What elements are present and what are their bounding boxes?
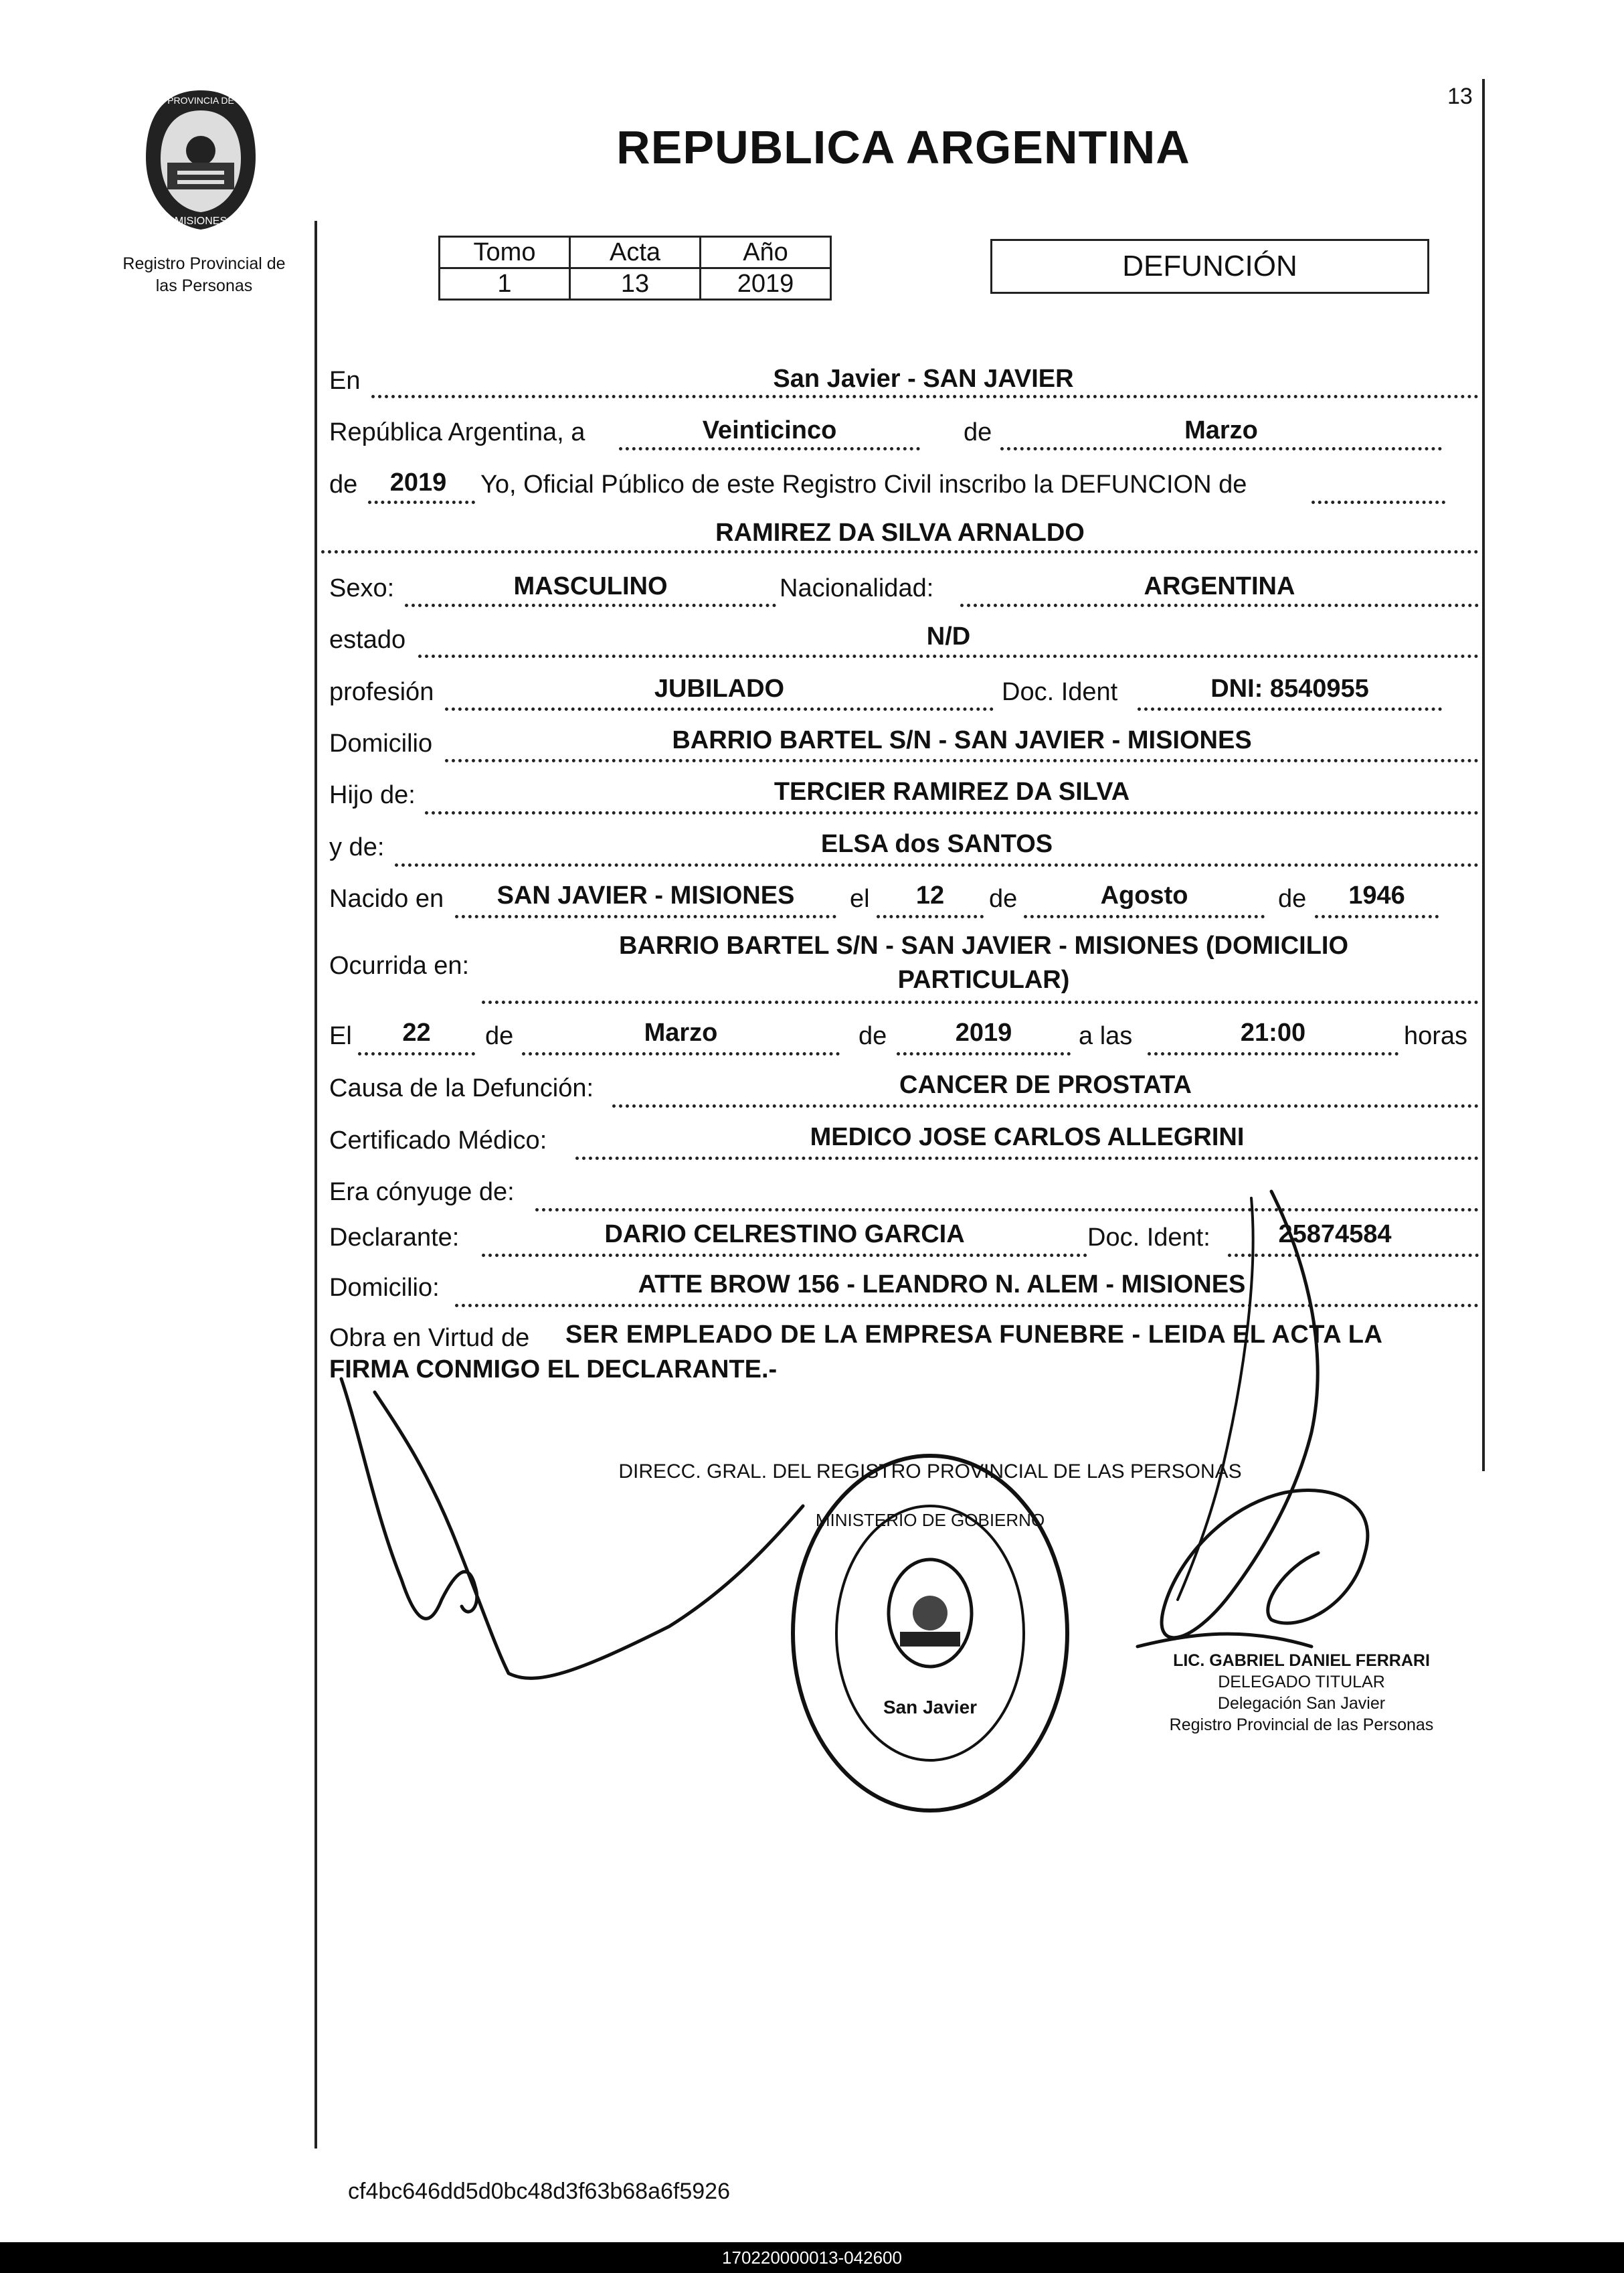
label-causa: Causa de la Defunción: [329,1074,594,1102]
label-doc-ident: Doc. Ident [1002,678,1118,706]
value-def-anio: 2019 [955,1019,1012,1047]
value-mes: Marzo [1184,416,1258,444]
table-value-tomo: 1 [440,268,570,300]
label-era-conyuge: Era cónyuge de: [329,1178,515,1206]
value-dia: Veinticinco [702,416,837,444]
value-madre: ELSA dos SANTOS [820,830,1053,858]
label-de-def-mes: de [485,1022,514,1050]
value-anio: 2019 [389,469,447,497]
value-def-mes: Marzo [644,1019,718,1047]
value-doc: DNI: 8540955 [1210,675,1369,703]
value-domicilio: BARRIO BARTEL S/N - SAN JAVIER - MISIONES [672,726,1252,754]
official-office: Delegación San Javier [1217,1694,1386,1713]
label-de-def-anio: de [859,1022,887,1050]
declarant-signature [341,1379,803,1678]
label-de: de [964,418,992,446]
value-ocurrida-line-1: BARRIO BARTEL S/N - SAN JAVIER - MISIONES (DOMICILIO [618,932,1349,960]
label-estado: estado [329,626,406,654]
label-certificado: Certificado Médico: [329,1126,547,1155]
stamp-bottom-text: San Javier [883,1697,978,1717]
stamp-inner-text: MINISTERIO DE GOBIERNO [815,1510,1045,1530]
value-nacido-lugar: SAN JAVIER - MISIONES [497,881,795,910]
page-title: REPUBLICA ARGENTINA [616,121,1190,173]
value-estado: N/D [926,622,971,651]
table-value-acta: 13 [570,268,701,300]
table-header-acta: Acta [570,237,701,268]
label-obra-en-virtud: Obra en Virtud de [329,1324,530,1352]
label-nacido-en: Nacido en [329,885,444,913]
organization-line-2: las Personas [155,276,253,295]
value-sexo: MASCULINO [513,572,668,600]
official-signature-block [1114,1650,1489,1736]
label-de-anio-nacido: de [1278,885,1307,913]
record-type-box: DEFUNCIÓN [990,239,1429,294]
table-value-anio: 2019 [701,268,831,300]
svg-text:PROVINCIA DE: PROVINCIA DE [167,95,234,106]
value-declarante-domicilio: ATTE BROW 156 - LEANDRO N. ALEM - MISIONES [638,1270,1246,1298]
label-nacionalidad: Nacionalidad: [780,574,934,602]
value-lugar: San Javier - SAN JAVIER [773,365,1074,393]
value-nacido-anio: 1946 [1348,881,1405,910]
label-horas: horas [1404,1022,1468,1050]
label-y-de: y de: [329,833,385,861]
label-a-las: a las [1079,1022,1133,1050]
value-causa: CANCER DE PROSTATA [899,1071,1192,1099]
table-header-anio: Año [701,237,831,268]
official-stamp [618,1456,1241,1811]
table-header-tomo: Tomo [440,237,570,268]
organization-line-1: Registro Provincial de [122,254,286,273]
label-el: el [850,885,870,913]
value-certificado: MEDICO JOSE CARLOS ALLEGRINI [810,1123,1245,1151]
value-def-dia: 22 [402,1019,431,1047]
label-declarante: Declarante: [329,1224,460,1252]
label-domicilio-declarante: Domicilio: [329,1274,440,1302]
value-virtud-line-1: SER EMPLEADO DE LA EMPRESA FUNEBRE - LEIDA EL ACTA LA [565,1321,1383,1349]
label-en: En [329,367,361,395]
value-profesion: JUBILADO [654,675,785,703]
value-def-hora: 21:00 [1240,1019,1306,1047]
official-title: DELEGADO TITULAR [1218,1673,1385,1691]
value-ocurrida-line-2: PARTICULAR) [897,966,1070,994]
label-ocurrida-en: Ocurrida en: [329,952,470,980]
label-inscribo: Yo, Oficial Público de este Registro Civil inscribo la DEFUNCION de [480,471,1247,499]
barcode-id: 170220000013-042600 [0,2242,1624,2273]
label-profesion: profesión [329,678,434,706]
value-virtud-line-2: FIRMA CONMIGO EL DECLARANTE.- [329,1355,778,1383]
value-padre: TERCIER RAMIREZ DA SILVA [774,778,1130,806]
value-nombre: RAMIREZ DA SILVA ARNALDO [715,519,1085,547]
value-declarante-doc: 25874584 [1278,1220,1392,1248]
svg-text:MISIONES: MISIONES [174,216,228,227]
value-nacido-mes: Agosto [1100,881,1188,910]
label-hijo-de: Hijo de: [329,781,416,809]
label-el-fecha: El [329,1022,352,1050]
official-signature [1178,1198,1253,1600]
official-name: LIC. GABRIEL DANIEL FERRARI [1173,1651,1430,1670]
label-doc-ident-declarante: Doc. Ident: [1087,1224,1210,1252]
label-de-anio: de [329,471,358,499]
document-hash: cf4bc646dd5d0bc48d3f63b68a6f5926 [348,2179,730,2204]
value-nacido-dia: 12 [915,881,945,910]
label-domicilio: Domicilio [329,730,433,758]
stamp-outer-text: DIRECC. GRAL. DEL REGISTRO PROVINCIAL DE LAS PERSONAS [618,1460,1242,1483]
page-number: 13 [1447,84,1473,109]
label-republica: República Argentina, a [329,418,585,446]
value-declarante: DARIO CELRESTINO GARCIA [604,1220,965,1248]
label-sexo: Sexo: [329,574,395,602]
official-registry: Registro Provincial de las Personas [1169,1715,1434,1734]
label-de-mes: de [989,885,1018,913]
value-nacionalidad: ARGENTINA [1144,572,1295,600]
